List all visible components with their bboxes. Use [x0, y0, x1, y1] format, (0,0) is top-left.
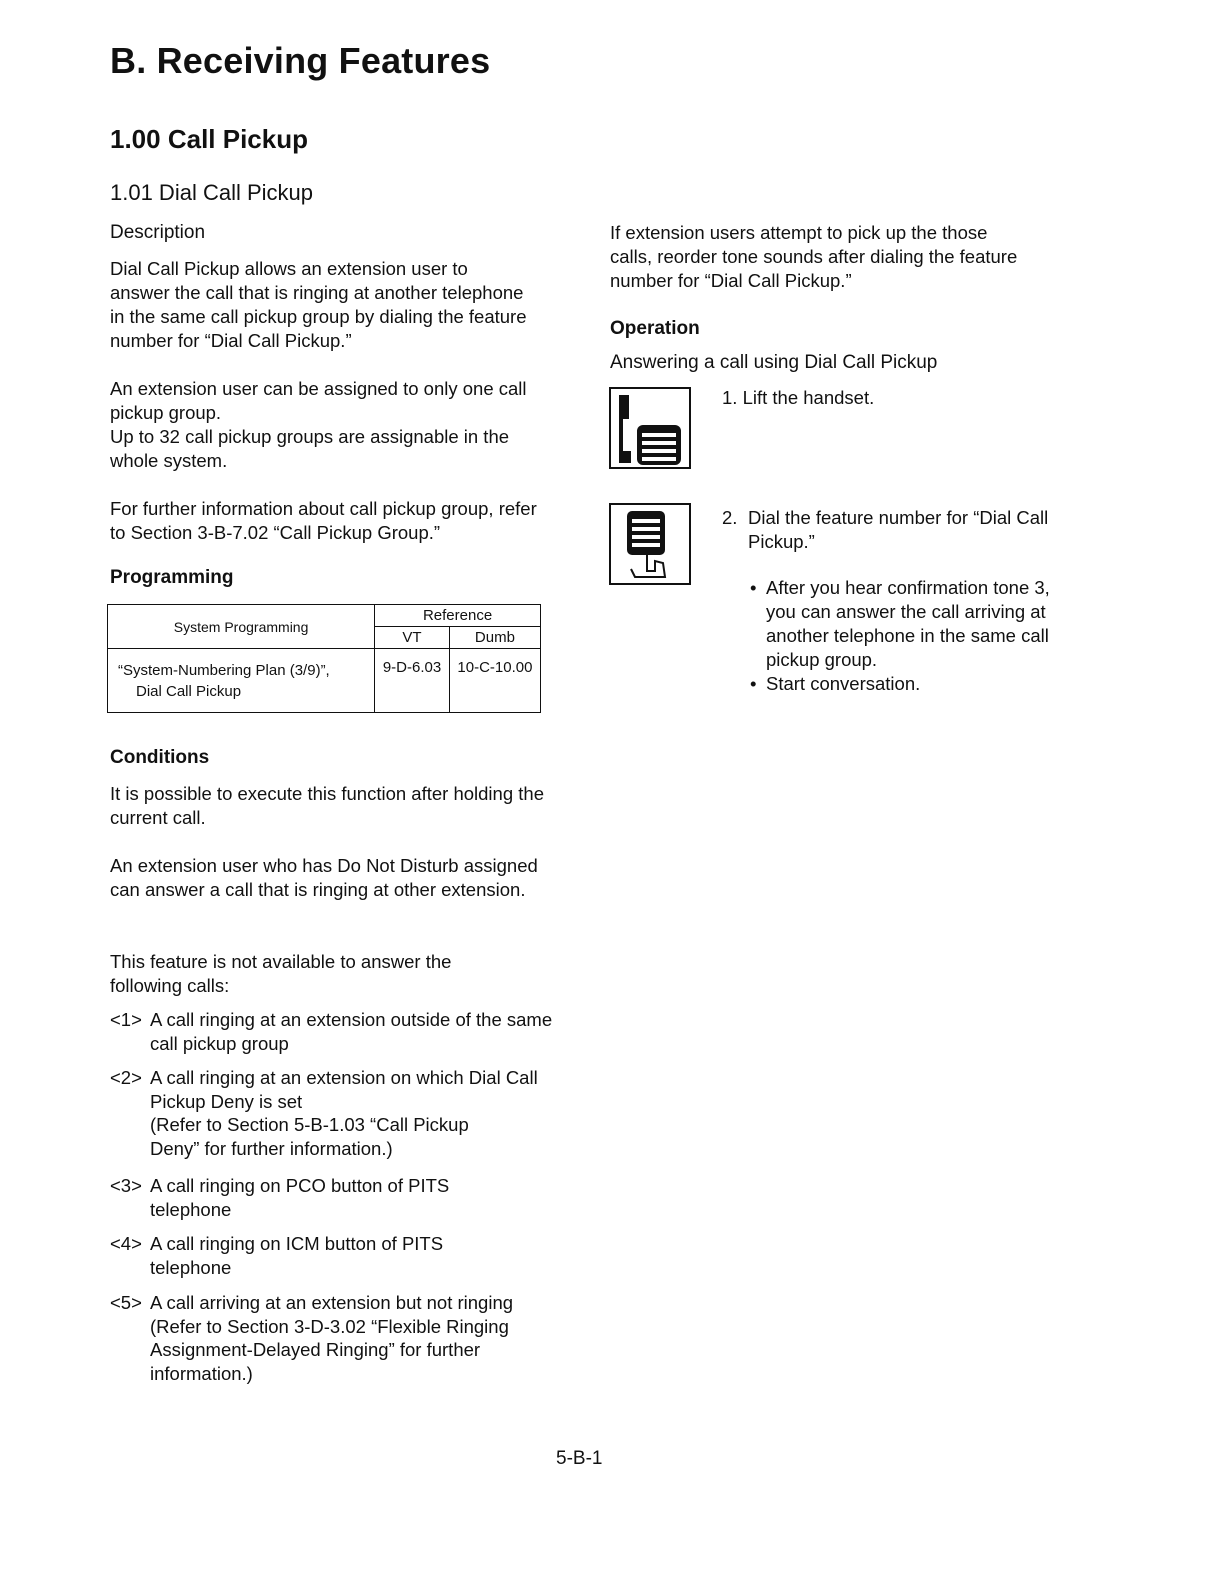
- section-title: 1.00 Call Pickup: [110, 124, 308, 154]
- description-heading: Description: [110, 222, 206, 243]
- list-item-text: A call ringing on ICM button of PITS telephone: [150, 1233, 444, 1278]
- programming-heading: Programming: [110, 567, 234, 588]
- bullet-text: After you hear confirmation tone 3, you can answer the call arriving at another telephone in the same call pickup group.: [766, 577, 1050, 670]
- description-para2b: Up to 32 call pickup groups are assignable in the whole system.: [110, 426, 510, 471]
- list-item-text: A call ringing at an extension on which Dial Call Pickup Deny is set: [150, 1067, 538, 1112]
- conditions-para2: An extension user who has Do Not Disturb assigned can answer a call that is ringing at other extension.: [110, 855, 538, 900]
- list-item-number: <1>: [110, 1009, 142, 1030]
- list-item-number: <4>: [110, 1233, 142, 1254]
- row-label-line1: “System-Numbering Plan (3/9)”,: [118, 661, 330, 679]
- step-2-text: Dial the feature number for “Dial Call Pickup.”: [748, 507, 1049, 552]
- list-item: [750, 576, 1070, 672]
- conditions-para1: It is possible to execute this function after holding the current call.: [110, 783, 544, 828]
- right-intro: If extension users attempt to pick up the those calls, reorder tone sounds after dialing the feature number for “Dial Call Pickup.”: [610, 222, 1018, 291]
- list-item: [110, 1291, 560, 1385]
- step-2-number: 2.: [722, 507, 738, 528]
- row-vt-value: 9-D-6.03: [375, 649, 450, 713]
- description-para3: For further information about call pickup group, refer to Section 3-B-7.02 “Call Pickup Group.”: [110, 498, 537, 543]
- header-vt: VT: [375, 627, 450, 649]
- list-item-text: A call ringing on PCO button of PITS telephone: [150, 1175, 450, 1220]
- handset-lift-icon: [609, 387, 691, 469]
- list-item-text: A call ringing at an extension outside of the same call pickup group: [150, 1009, 553, 1054]
- header-system-programming: System Programming: [108, 605, 375, 649]
- list-item: [110, 1066, 560, 1160]
- list-item: [110, 1174, 560, 1221]
- page-title: B. Receiving Features: [110, 40, 491, 81]
- conditions-heading: Conditions: [110, 747, 210, 768]
- list-item-number: <3>: [110, 1175, 142, 1196]
- header-reference: Reference: [375, 605, 541, 627]
- row-dumb-value: 10-C-10.00: [449, 649, 540, 713]
- list-item-note: (Refer to Section 3-D-3.02 “Flexible Ringing Assignment-Delayed Ringing” for further information.): [150, 1315, 509, 1384]
- operation-heading: Operation: [610, 318, 700, 339]
- page-number: 5-B-1: [556, 1448, 603, 1469]
- description-para2a: An extension user can be assigned to only one call pickup group.: [110, 378, 527, 423]
- list-item: [750, 672, 1070, 696]
- list-item-text: A call arriving at an extension but not ringing: [150, 1292, 514, 1313]
- list-item: [110, 1232, 560, 1279]
- table-row-label: [108, 649, 375, 713]
- description-para1: Dial Call Pickup allows an extension user to answer the call that is ringing at another telephone in the same call pickup group by dialing the feature number for “Dial Call Pickup.”: [110, 258, 527, 351]
- programming-table: [107, 604, 541, 713]
- bullet-dot: •: [750, 673, 757, 694]
- bullet-dot: •: [750, 577, 757, 598]
- dial-keypad-icon: [609, 503, 691, 585]
- row-label-line2: Dial Call Pickup: [136, 682, 242, 700]
- bullet-text: Start conversation.: [766, 673, 921, 694]
- list-item: [110, 1008, 560, 1055]
- step-1: 1. Lift the handset.: [722, 387, 875, 408]
- list-item-number: <2>: [110, 1067, 142, 1088]
- operation-subheading: Answering a call using Dial Call Pickup: [610, 352, 938, 373]
- list-item-number: <5>: [110, 1292, 142, 1313]
- subsection-title: 1.01 Dial Call Pickup: [110, 180, 313, 205]
- conditions-para3: This feature is not available to answer the following calls:: [110, 951, 452, 996]
- list-item-note: (Refer to Section 5-B-1.03 “Call Pickup Deny” for further information.): [150, 1114, 469, 1159]
- header-dumb: Dumb: [449, 627, 540, 649]
